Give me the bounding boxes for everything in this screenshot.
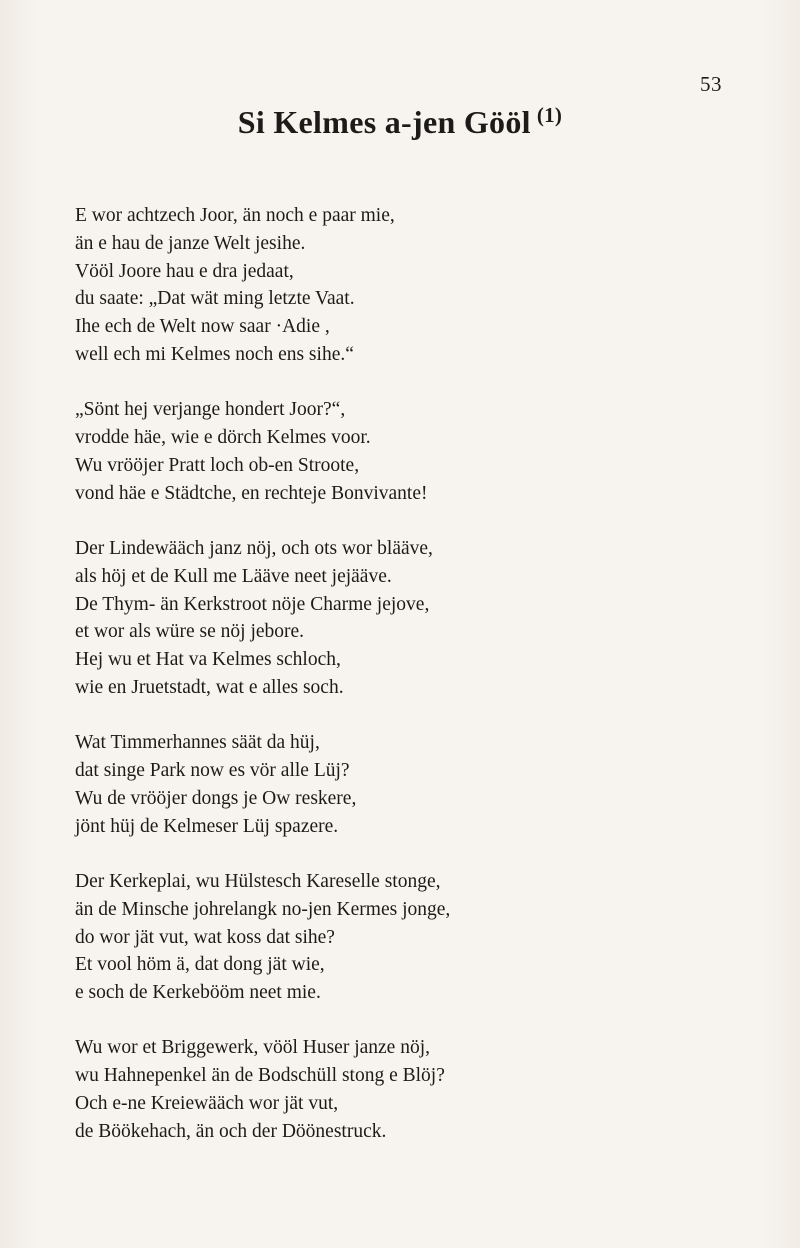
poem-line: Och e-ne Kreiewääch wor jät vut, <box>75 1093 339 1115</box>
poem-line: als höj et de Kull me Lääve neet jejääve. <box>75 565 392 587</box>
poem-line: Der Kerkeplai, wu Hülstesch Kareselle stonge, <box>75 870 441 892</box>
poem-line: E wor achtzech Joor, än noch e paar mie, <box>75 205 395 226</box>
poem-line: Wu de vrööjer dongs je Ow reskere, <box>75 787 357 809</box>
poem-line: Hej wu et Hat va Kelmes schloch, <box>75 649 341 671</box>
page-number: 53 <box>700 72 722 96</box>
poem-line: well ech mi Kelmes noch ens sihe.“ <box>75 343 354 365</box>
stanza-5 <box>75 868 735 1007</box>
poem-line: wie en Jruetstadt, wat e alles soch. <box>75 676 344 698</box>
poem-line: jönt hüj de Kelmeser Lüj spazere. <box>75 815 339 837</box>
poem-line: Ihe ech de Welt now saar ·Adie , <box>75 316 330 338</box>
stanza-3 <box>75 535 735 702</box>
footnote-marker: (1) <box>536 103 563 127</box>
poem-line: „Sönt hej verjange hondert Joor?“, <box>75 399 346 421</box>
poem-line: e soch de Kerkebööm neet mie. <box>75 982 321 1004</box>
poem-line: Wu wor et Briggewerk, vööl Huser janze nöj, <box>75 1037 430 1059</box>
poem-line: Der Lindewääch janz nöj, och ots wor blääve, <box>75 537 433 559</box>
poem-line: än e hau de janze Welt jesihe. <box>75 232 306 254</box>
stanza-6 <box>75 1034 735 1145</box>
poem-line: do wor jät vut, wat koss dat sihe? <box>75 926 335 948</box>
poem-line: dat singe Park now es vör alle Lüj? <box>75 760 350 782</box>
poem-line: de Böökehach, än och der Döönestruck. <box>75 1120 387 1142</box>
poem-line: Wu vrööjer Pratt loch ob-en Stroote, <box>75 454 360 476</box>
poem-line: Et vool höm ä, dat dong jät wie, <box>75 954 325 976</box>
poem-line: et wor als würe se nöj jebore. <box>75 621 305 643</box>
poem-body <box>75 202 735 1173</box>
poem-line: du saate: „Dat wät ming letzte Vaat. <box>75 288 355 310</box>
poem-title <box>0 103 800 141</box>
poem-line: vond häe e Städtche, en rechteje Bonvivante! <box>75 482 428 504</box>
poem-line: Wat Timmerhannes säät da hüj, <box>75 732 320 754</box>
poem-line: De Thym- än Kerkstroot nöje Charme jejove, <box>75 593 430 615</box>
stanza-4 <box>75 729 735 840</box>
poem-line: än de Minsche johrelangk no-jen Kermes jonge, <box>75 898 451 920</box>
stanza-2 <box>75 396 735 507</box>
poem-title-text: Si Kelmes a-jen Gööl <box>237 104 531 140</box>
poem-line: Vööl Joore hau e dra jedaat, <box>75 260 294 282</box>
poem-line: vrodde häe, wie e dörch Kelmes voor. <box>75 427 371 449</box>
poem-line: wu Hahnepenkel än de Bodschüll stong e Blöj? <box>75 1065 445 1087</box>
stanza-1 <box>75 202 735 369</box>
